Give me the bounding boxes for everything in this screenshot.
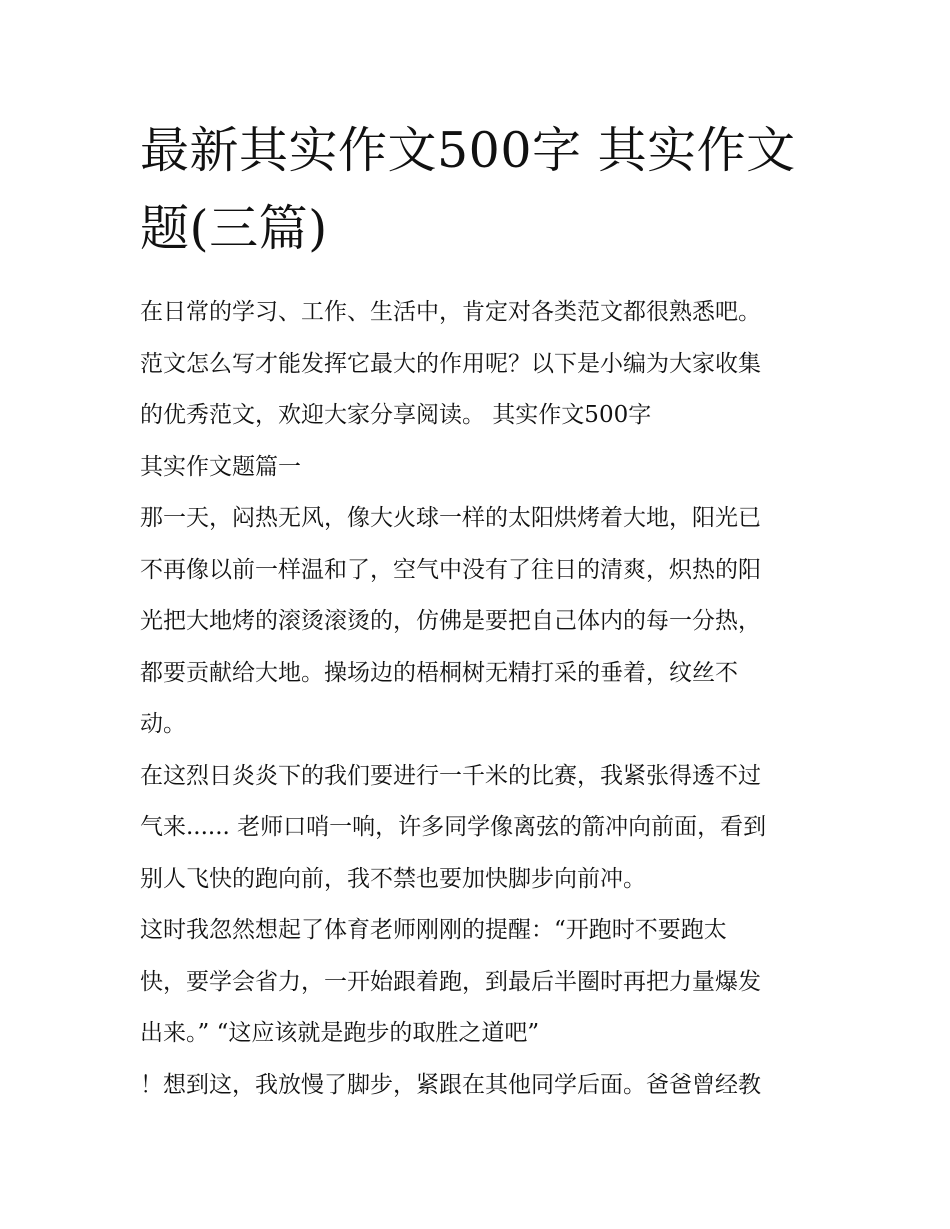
intro-paragraph	[140, 287, 820, 442]
text-line: 这时我忽然想起了体育老师刚刚的提醒：“开跑时不要跑太	[140, 917, 727, 943]
text-line: 范文怎么写才能发挥它最大的作用呢？以下是小编为大家收集	[140, 350, 761, 377]
text-line: 气来...... 老师口哨一响，许多同学像离弦的箭冲向前面，看到	[140, 814, 767, 840]
document-body	[140, 287, 820, 1111]
text-line: 在日常的学习、工作、生活中，肯定对各类范文都很熟悉吧。	[140, 299, 761, 325]
text-line: 动。	[140, 711, 186, 737]
document-page	[140, 112, 820, 1111]
title-line-1: 最新其实作文500字 其实作文	[140, 122, 796, 179]
text-line: 其实作文题篇一	[140, 453, 301, 480]
title-line-2: 题(三篇)	[140, 200, 328, 257]
text-line: 别人飞快的跑向前，我不禁也要加快脚步向前冲。	[140, 865, 646, 892]
text-line: 快，要学会省力，一开始跟着跑，到最后半圈时再把力量爆发	[140, 968, 761, 995]
text-line: 在这烈日炎炎下的我们要进行一千米的比赛，我紧张得透不过	[140, 762, 761, 789]
body-paragraph	[140, 493, 820, 751]
body-paragraph	[140, 751, 820, 906]
document-title	[140, 112, 820, 268]
body-paragraph	[140, 1060, 820, 1112]
text-line: 都要贡献给大地。操场边的梧桐树无精打采的垂着，纹丝不	[140, 659, 738, 686]
text-line: ！想到这，我放慢了脚步，紧跟在其他同学后面。爸爸曾经教	[140, 1071, 761, 1098]
section-heading	[140, 442, 820, 494]
text-line: 出来。” “这应该就是跑步的取胜之道吧”	[140, 1020, 540, 1046]
text-line: 光把大地烤的滚烫滚烫的，仿佛是要把自己体内的每一分热，	[140, 608, 761, 634]
text-line: 那一天，闷热无风，像大火球一样的太阳烘烤着大地，阳光已	[140, 505, 761, 531]
body-paragraph	[140, 905, 820, 1060]
text-line: 的优秀范文，欢迎大家分享阅读。 其实作文500字	[140, 402, 652, 428]
text-line: 不再像以前一样温和了，空气中没有了往日的清爽，炽热的阳	[140, 556, 761, 583]
